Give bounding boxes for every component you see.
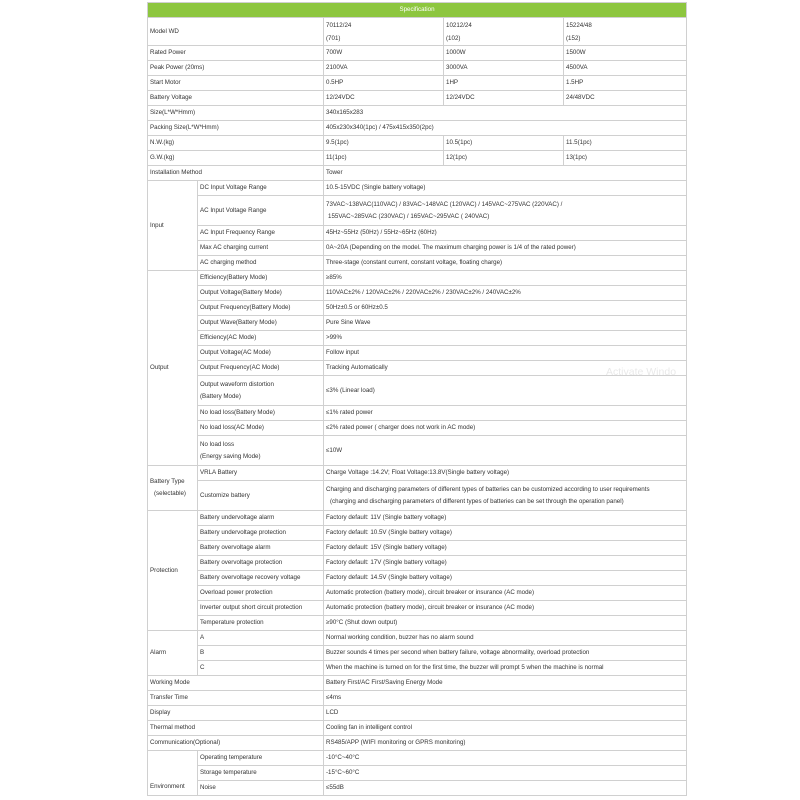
- row-label: Customize battery: [198, 481, 324, 511]
- model-col-1-value: [324, 18, 444, 46]
- col-1-value: 12/24VDC: [324, 91, 444, 106]
- row-label: VRLA Battery: [198, 466, 324, 481]
- row-protection-overload: [148, 586, 687, 601]
- row-label: Thermal method: [148, 721, 324, 736]
- row-value: Cooling fan in intelligent control: [324, 721, 687, 736]
- row-installation-method: [148, 166, 687, 181]
- row-label: Working Mode: [148, 676, 324, 691]
- row-value: ≥85%: [324, 271, 687, 286]
- row-protection-undervoltage-alarm: [148, 511, 687, 526]
- row-no-load-loss-energy-saving: [148, 436, 687, 466]
- row-label: No load loss(Battery Mode): [198, 406, 324, 421]
- col-3-value: 1500W: [564, 46, 687, 61]
- row-battery-vrla: [148, 466, 687, 481]
- group-label-battery-type: [148, 466, 198, 511]
- row-value: [324, 481, 687, 511]
- row-value: Charge Voltage :14.2V; Float Voltage:13.8V(Single battery voltage): [324, 466, 687, 481]
- group-label-line: Battery Type: [150, 478, 185, 485]
- col-1-value: 9.5(1pc): [324, 136, 444, 151]
- row-value: ≤10W: [324, 436, 687, 466]
- row-rated-power: [148, 46, 687, 61]
- row-protection-overvoltage-alarm: [148, 541, 687, 556]
- col-2-value: 12(1pc): [444, 151, 564, 166]
- row-protection-temperature: [148, 616, 687, 631]
- col-3-value: 1.5HP: [564, 76, 687, 91]
- row-label: Size(L*W*Hmm): [148, 106, 324, 121]
- row-label: G.W.(kg): [148, 151, 324, 166]
- row-label: A: [198, 631, 324, 646]
- model-short-code: (152): [566, 34, 581, 42]
- col-2-value: 1HP: [444, 76, 564, 91]
- row-label: Start Motor: [148, 76, 324, 91]
- row-label: No load loss(AC Mode): [198, 421, 324, 436]
- row-value: [324, 196, 687, 226]
- col-2-value: 1000W: [444, 46, 564, 61]
- row-start-motor: [148, 76, 687, 91]
- row-label: B: [198, 646, 324, 661]
- model-code: 70112/24: [326, 21, 352, 29]
- table-title: Specification: [148, 3, 687, 18]
- row-peak-power: [148, 61, 687, 76]
- activation-watermark: Activate Windo: [606, 366, 677, 378]
- col-3-value: 11.5(1pc): [564, 136, 687, 151]
- row-label: Battery overvoltage recovery voltage: [198, 571, 324, 586]
- row-label: Efficiency(AC Mode): [198, 331, 324, 346]
- col-1-value: 700W: [324, 46, 444, 61]
- row-value: ≥90°C (Shut down output): [324, 616, 687, 631]
- row-label: Overload power protection: [198, 586, 324, 601]
- row-protection-overvoltage-protection: [148, 556, 687, 571]
- row-value: LCD: [324, 706, 687, 721]
- row-label: [198, 376, 324, 406]
- row-value: 110VAC±2% / 120VAC±2% / 220VAC±2% / 230VAC±2% / 240VAC±2%: [324, 286, 687, 301]
- value-line: Charging and discharging parameters of different types of batteries can be customized according to user requirements: [326, 485, 650, 493]
- specification-table: [147, 2, 687, 796]
- row-size: [148, 106, 687, 121]
- row-output-efficiency-ac: [148, 331, 687, 346]
- col-1-value: 11(1pc): [324, 151, 444, 166]
- row-battery-voltage: [148, 91, 687, 106]
- row-output-frequency-battery: [148, 301, 687, 316]
- row-value: ≤4ms: [324, 691, 687, 706]
- row-output-voltage-ac: [148, 346, 687, 361]
- row-label: Transfer Time: [148, 691, 324, 706]
- row-value: -10°C~40°C: [324, 751, 687, 766]
- row-value: 405x230x340(1pc) / 475x415x350(2pc): [324, 121, 687, 136]
- value-line: 155VAC~285VAC (230VAC) / 165VAC~295VAC ( 240VAC): [328, 212, 490, 220]
- row-label: Inverter output short circuit protection: [198, 601, 324, 616]
- row-value: -15°C~60°C: [324, 766, 687, 781]
- row-value: ≤55dB: [324, 781, 687, 796]
- row-input-max-charging-current: [148, 241, 687, 256]
- row-input-dc-voltage: [148, 181, 687, 196]
- row-label: Display: [148, 706, 324, 721]
- row-value: ≤2% rated power ( charger does not work in AC mode): [324, 421, 687, 436]
- row-label: Battery undervoltage protection: [198, 526, 324, 541]
- row-value: Factory default: 14.5V (Single battery voltage): [324, 571, 687, 586]
- row-env-noise: [148, 781, 687, 796]
- row-value: Factory default: 11V (Single battery voltage): [324, 511, 687, 526]
- row-gross-weight: [148, 151, 687, 166]
- value-line: 73VAC~138VAC(110VAC) / 83VAC~148VAC (120VAC) / 145VAC~275VAC (220VAC) /: [326, 200, 563, 208]
- row-value: Battery First/AC First/Saving Energy Mode: [324, 676, 687, 691]
- row-value: Normal working condition, buzzer has no alarm sound: [324, 631, 687, 646]
- row-alarm-b: [148, 646, 687, 661]
- row-label: Packing Size(L*W*Hmm): [148, 121, 324, 136]
- row-label: C: [198, 661, 324, 676]
- model-code: 15224/48: [566, 21, 592, 29]
- row-value: 10.5-15VDC (Single battery voltage): [324, 181, 687, 196]
- row-value: Three-stage (constant current, constant voltage, floating charge): [324, 256, 687, 271]
- row-label: Peak Power (20ms): [148, 61, 324, 76]
- row-value: 45Hz~55Hz (50Hz) / 55Hz~65Hz (60Hz): [324, 226, 687, 241]
- col-3-value: 4500VA: [564, 61, 687, 76]
- row-label: Output Frequency(AC Mode): [198, 361, 324, 376]
- row-value: Pure Sine Wave: [324, 316, 687, 331]
- row-alarm-a: [148, 631, 687, 646]
- row-net-weight: [148, 136, 687, 151]
- row-label: Battery Voltage: [148, 91, 324, 106]
- row-value: Factory default: 17V (Single battery voltage): [324, 556, 687, 571]
- row-label: N.W.(kg): [148, 136, 324, 151]
- row-label: Battery undervoltage alarm: [198, 511, 324, 526]
- row-value: >99%: [324, 331, 687, 346]
- row-value: Tower: [324, 166, 687, 181]
- row-battery-customize: [148, 481, 687, 511]
- row-packing-size: [148, 121, 687, 136]
- row-input-ac-voltage: [148, 196, 687, 226]
- row-label: Output Voltage(Battery Mode): [198, 286, 324, 301]
- row-input-charging-method: [148, 256, 687, 271]
- row-display: [148, 706, 687, 721]
- group-label-output: Output: [148, 271, 198, 466]
- row-label: AC Input Voltage Range: [198, 196, 324, 226]
- row-value: Automatic protection (battery mode), circuit breaker or insurance (AC mode): [324, 586, 687, 601]
- row-env-storage-temperature: [148, 766, 687, 781]
- row-label: Installation Method: [148, 166, 324, 181]
- row-value: Factory default: 10.5V (Single battery voltage): [324, 526, 687, 541]
- row-label: [198, 436, 324, 466]
- model-short-code: (701): [326, 34, 341, 42]
- col-2-value: 12/24VDC: [444, 91, 564, 106]
- row-input-ac-frequency: [148, 226, 687, 241]
- row-label: Efficiency(Battery Mode): [198, 271, 324, 286]
- header-row: [148, 3, 687, 18]
- row-label: Operating temperature: [198, 751, 324, 766]
- row-label: Max AC charging current: [198, 241, 324, 256]
- row-output-waveform-distortion: [148, 376, 687, 406]
- model-short-code: (102): [446, 34, 461, 42]
- row-value: Automatic protection (battery mode), circuit breaker or insurance (AC mode): [324, 601, 687, 616]
- row-label: Battery overvoltage alarm: [198, 541, 324, 556]
- row-label: Battery overvoltage protection: [198, 556, 324, 571]
- row-no-load-loss-ac: [148, 421, 687, 436]
- row-value: RS485/APP (WIFI monitoring or GPRS monitoring): [324, 736, 687, 751]
- row-env-operating-temperature: [148, 751, 687, 766]
- row-label: DC Input Voltage Range: [198, 181, 324, 196]
- col-3-value: 24/48VDC: [564, 91, 687, 106]
- model-col-3-value: [564, 18, 687, 46]
- row-value: When the machine is turned on for the first time, the buzzer will prompt 5 when the machine is normal: [324, 661, 687, 676]
- col-2-value: 3000VA: [444, 61, 564, 76]
- label-line: No load loss: [200, 440, 235, 448]
- row-label: Output Voltage(AC Mode): [198, 346, 324, 361]
- row-protection-undervoltage-protection: [148, 526, 687, 541]
- row-output-efficiency-battery: [148, 271, 687, 286]
- row-label: Communication(Optional): [148, 736, 324, 751]
- row-value: Factory default: 15V (Single battery voltage): [324, 541, 687, 556]
- row-working-mode: [148, 676, 687, 691]
- row-protection-short-circuit: [148, 601, 687, 616]
- row-label: Temperature protection: [198, 616, 324, 631]
- label-line: (Energy saving Mode): [200, 452, 261, 460]
- col-1-value: 0.5HP: [324, 76, 444, 91]
- row-label: Output Frequency(Battery Mode): [198, 301, 324, 316]
- row-value: ≤1% rated power: [324, 406, 687, 421]
- group-label-line: (selectable): [154, 490, 186, 497]
- row-value: 0A~20A (Depending on the model. The maximum charging power is 1/4 of the rated power): [324, 241, 687, 256]
- row-value: Tracking Automatically: [324, 361, 687, 376]
- row-label: Rated Power: [148, 46, 324, 61]
- row-thermal-method: [148, 721, 687, 736]
- row-label: Noise: [198, 781, 324, 796]
- col-1-value: 2100VA: [324, 61, 444, 76]
- row-value: 50Hz±0.5 or 60Hz±0.5: [324, 301, 687, 316]
- row-label: AC Input Frequency Range: [198, 226, 324, 241]
- value-line: (charging and discharging parameters of different types of batteries can be set through the operation panel): [330, 497, 624, 505]
- model-code: 10212/24: [446, 21, 472, 29]
- row-value: ≤3% (Linear load): [324, 376, 687, 406]
- row-value: Buzzer sounds 4 times per second when battery failure, voltage abnormality, overload protection: [324, 646, 687, 661]
- row-transfer-time: [148, 691, 687, 706]
- row-value: 340x165x283: [324, 106, 687, 121]
- col-3-value: 13(1pc): [564, 151, 687, 166]
- group-label-input: Input: [148, 181, 198, 271]
- label-line: (Battery Mode): [200, 392, 241, 400]
- label-line: Output waveform distortion: [200, 380, 274, 388]
- group-label-protection: Protection: [148, 511, 198, 631]
- model-col-2-value: [444, 18, 564, 46]
- row-model: [148, 18, 687, 46]
- col-2-value: 10.5(1pc): [444, 136, 564, 151]
- row-protection-overvoltage-recovery: [148, 571, 687, 586]
- group-label-alarm: Alarm: [148, 631, 198, 676]
- group-label-environment: Environment: [148, 751, 198, 796]
- row-alarm-c: [148, 661, 687, 676]
- row-communication: [148, 736, 687, 751]
- row-label: AC charging method: [198, 256, 324, 271]
- row-label: Model WD: [148, 18, 324, 46]
- row-value: Follow input: [324, 346, 687, 361]
- row-output-voltage-battery: [148, 286, 687, 301]
- row-no-load-loss-battery: [148, 406, 687, 421]
- row-label: Output Wave(Battery Mode): [198, 316, 324, 331]
- row-label: Storage temperature: [198, 766, 324, 781]
- row-output-wave-battery: [148, 316, 687, 331]
